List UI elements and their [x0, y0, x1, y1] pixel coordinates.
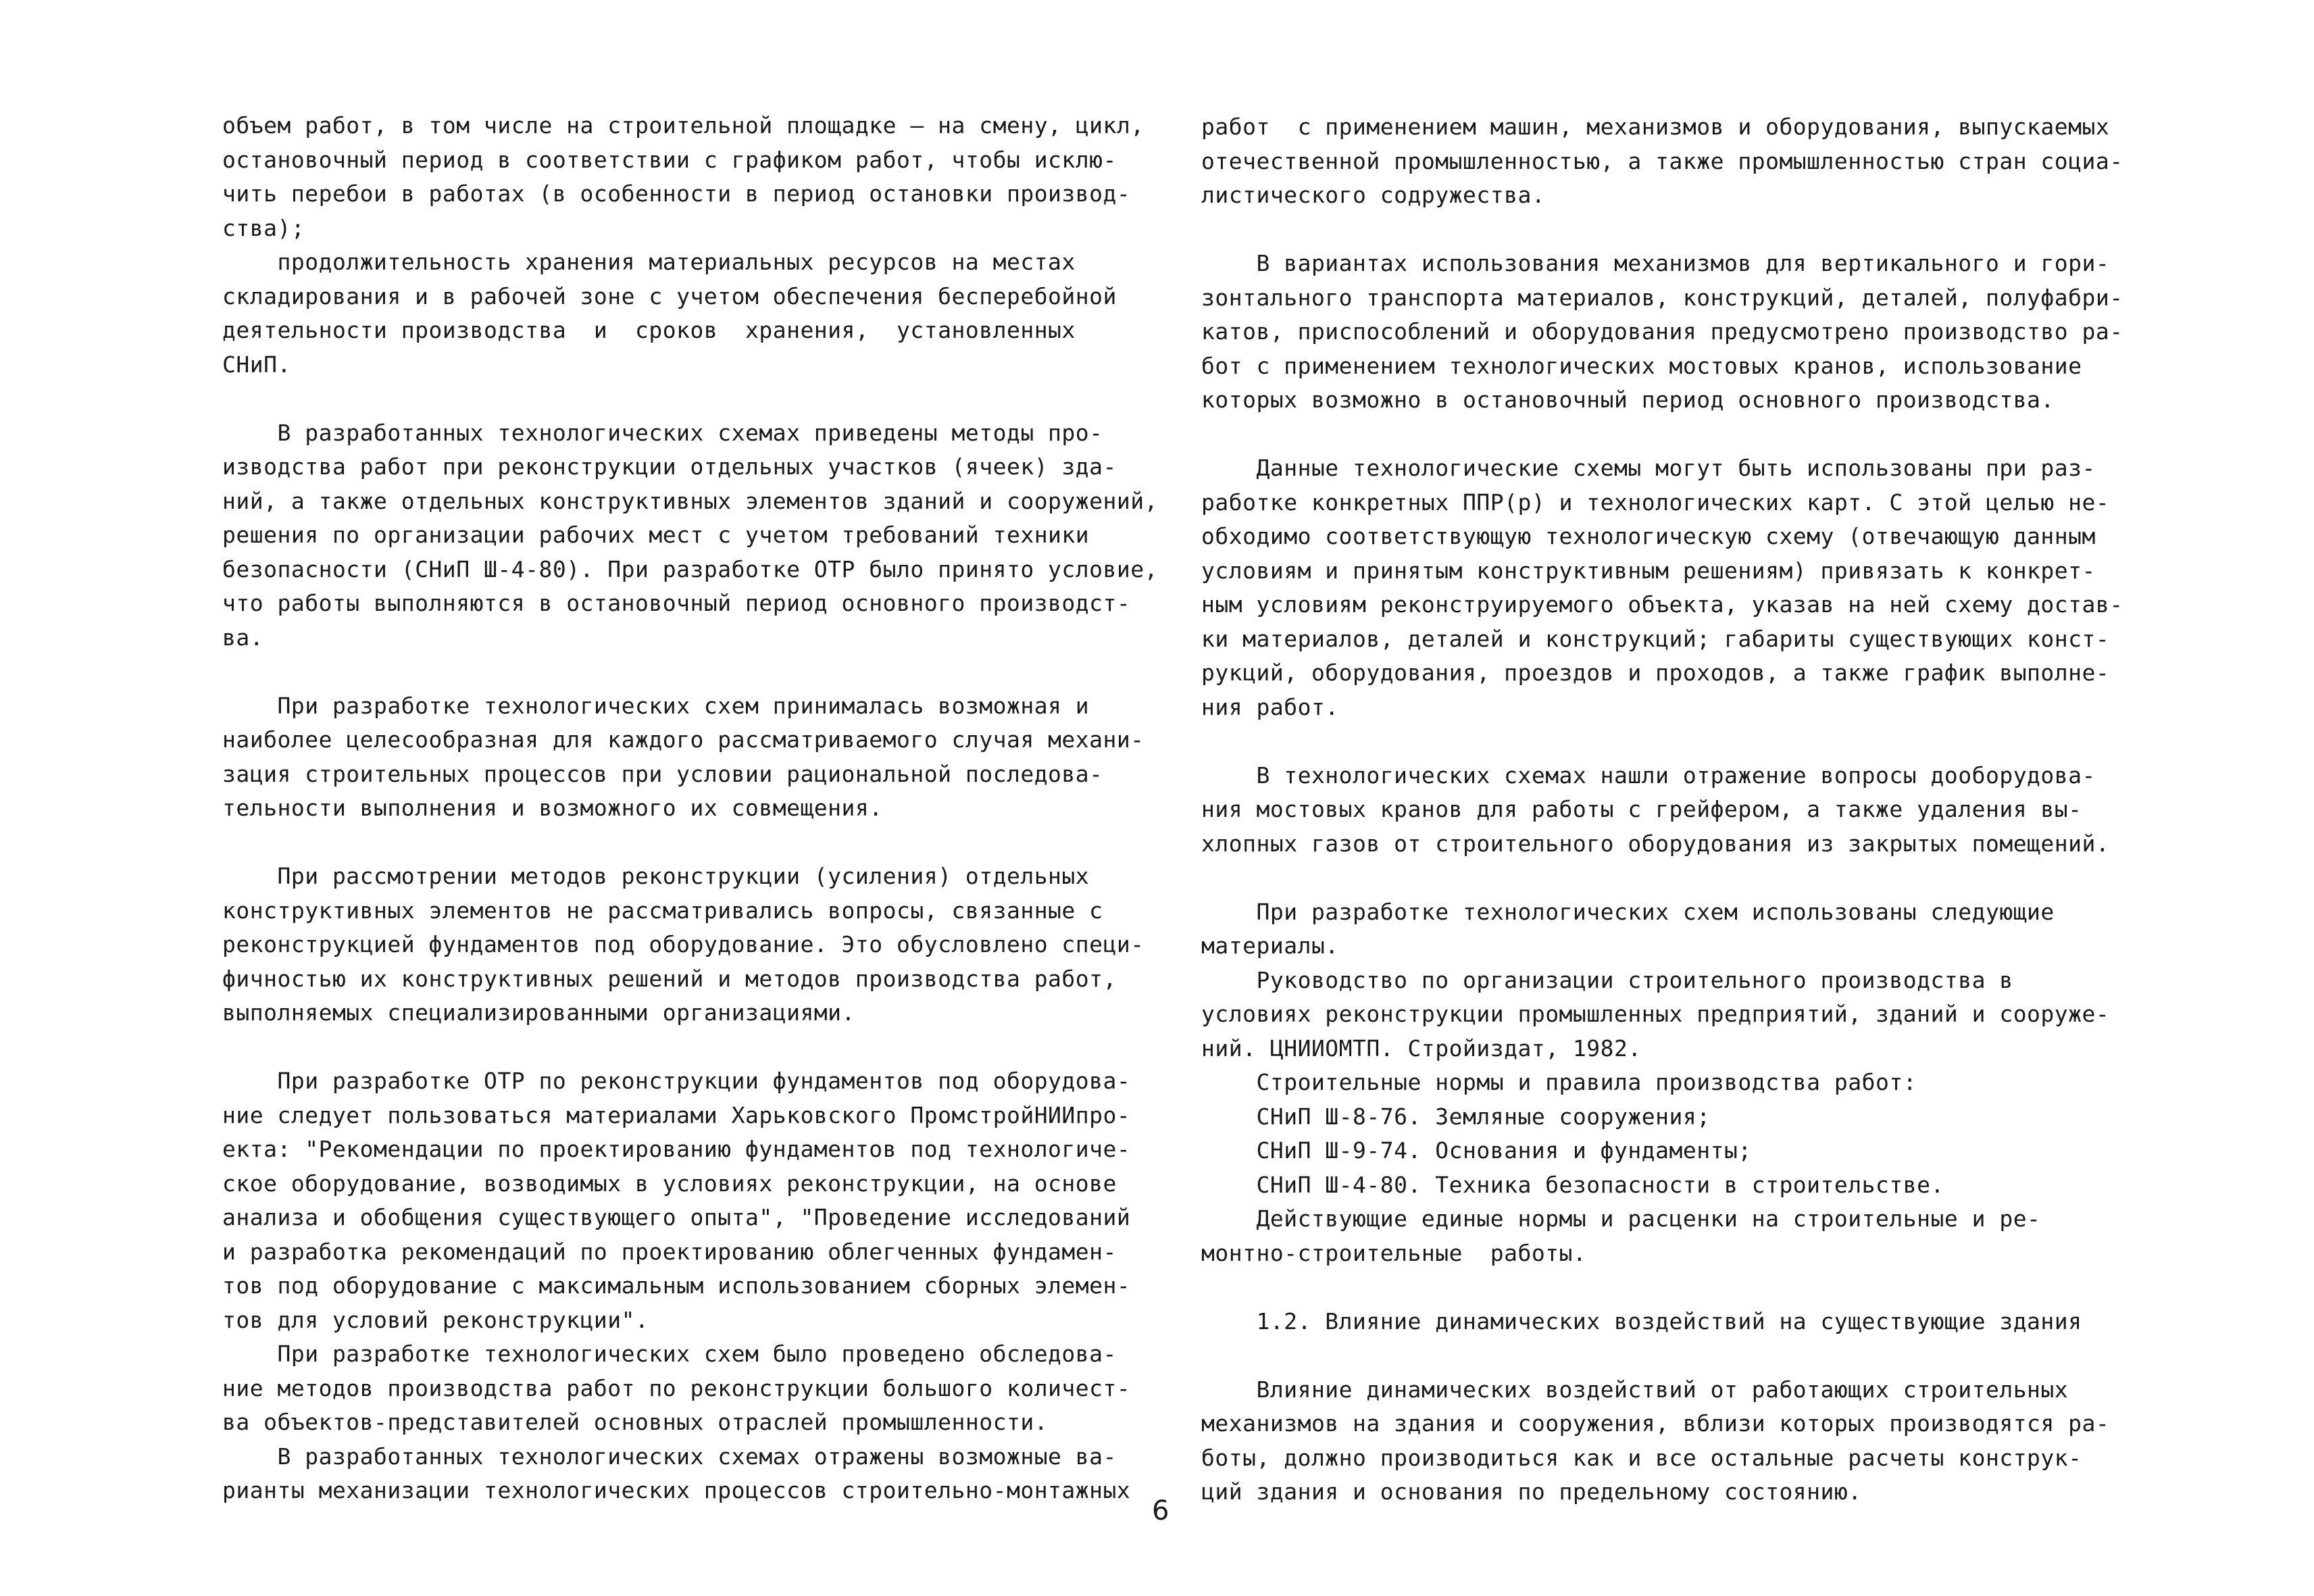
- text-line: монтно-строительные работы.: [1201, 1239, 1587, 1266]
- text-line: хлопных газов от строительного оборудования из закрытых помещений.: [1201, 830, 2110, 857]
- text-line: условиях реконструкции промышленных предприятий, зданий и сооруже-: [1201, 1001, 2110, 1027]
- text-line: 1.2. Влияние динамических воздействий на существующие здания: [1201, 1307, 2082, 1335]
- text-line: ния мостовых кранов для работы с грейфером, а также удаления вы-: [1201, 796, 2082, 822]
- text-line: конструктивных элементов не рассматривались вопросы, связанные с: [222, 897, 1103, 924]
- text-line: Строительные нормы и правила производства работ:: [1201, 1069, 1917, 1095]
- text-line: СНиП Ш-4-80. Техника безопасности в строительстве.: [1201, 1171, 1944, 1198]
- text-line: ва объектов-представителей основных отраслей промышленности.: [222, 1409, 1049, 1435]
- text-line: боты, должно производиться как и все остальные расчеты конструк-: [1201, 1444, 2082, 1471]
- text-line: и разработка рекомендаций по проектированию облегченных фундамен-: [222, 1238, 1117, 1265]
- text-line: реконструкцией фундаментов под оборудование. Это обусловлено специ-: [222, 931, 1145, 957]
- text-line: наиболее целесообразная для каждого рассматриваемого случая механи-: [222, 726, 1145, 753]
- text-line: При разработке технологических схем использованы следующие: [1201, 898, 2055, 925]
- text-line: фичностью их конструктивных решений и методов производства работ,: [222, 965, 1117, 992]
- text-line: Данные технологические схемы могут быть использованы при раз-: [1201, 455, 2096, 481]
- text-line: механизмов на здания и сооружения, вблизи которых производятся ра-: [1201, 1410, 2110, 1437]
- text-line: При разработке ОТР по реконструкции фундаментов под оборудова-: [222, 1068, 1131, 1094]
- text-line: тов под оборудование с максимальным использованием сборных элемен-: [222, 1272, 1131, 1299]
- text-line: СНиП.: [222, 351, 291, 378]
- text-line: В вариантах использования механизмов для вертикального и гори-: [1201, 250, 2110, 276]
- text-line: ний, а также отдельных конструктивных элементов зданий и сооружений,: [222, 487, 1159, 514]
- text-line: безопасности (СНиП Ш-4-80). При разработке ОТР было принято условие,: [222, 555, 1159, 582]
- text-line: бот с применением технологических мостовых кранов, использование: [1201, 352, 2082, 379]
- text-line: обходимо соответствующую технологическую схему (отвечающую данным: [1201, 523, 2096, 549]
- text-line: ние методов производства работ по реконструкции большого количест-: [222, 1374, 1131, 1401]
- text-line: решения по организации рабочих мест с учетом требований техники: [222, 522, 1090, 548]
- text-line: ства);: [222, 214, 305, 241]
- text-line: ным условиям реконструируемого объекта, указав на ней схему достав-: [1201, 591, 2123, 618]
- text-line: которых возможно в остановочный период основного производства.: [1201, 386, 2055, 413]
- text-line: отечественной промышленностью, а также промышленностью стран социа-: [1201, 147, 2123, 174]
- text-line: катов, приспособлений и оборудования предусмотрено производство ра-: [1201, 318, 2123, 345]
- text-line: При разработке технологических схем было проведено обследова-: [222, 1341, 1117, 1367]
- text-line: зация строительных процессов при условии рациональной последова-: [222, 760, 1103, 787]
- text-line: объем работ, в том числе на строительной площадке – на смену, цикл,: [222, 112, 1145, 139]
- text-line: Действующие единые нормы и расценки на строительные и ре-: [1201, 1205, 2041, 1232]
- page-number: 6: [1152, 1495, 1169, 1526]
- text-line: ки материалов, деталей и конструкций; габариты существующих конст-: [1201, 625, 2110, 652]
- text-line: ние следует пользоваться материалами Харьковского ПромстройНИИпро-: [222, 1101, 1131, 1128]
- text-line: ское оборудование, возводимых в условиях реконструкции, на основе: [222, 1170, 1117, 1197]
- text-line: ций здания и основания по предельному состоянию.: [1201, 1478, 1862, 1505]
- text-line: В разработанных технологических схемах отражены возможные ва-: [222, 1443, 1117, 1470]
- text-line: продолжительность хранения материальных ресурсов на местах: [222, 249, 1076, 275]
- text-line: СНиП Ш-8-76. Земляные сооружения;: [1201, 1103, 1711, 1130]
- text-line: анализа и обобщения существующего опыта", "Проведение исследований: [222, 1204, 1131, 1230]
- text-line: В технологических схемах нашли отражение вопросы дооборудова-: [1201, 762, 2096, 789]
- text-line: условиям и принятым конструктивным решениям) привязать к конкрет-: [1201, 557, 2096, 584]
- text-line: При разработке технологических схем принималась возможная и: [222, 692, 1090, 719]
- text-line: екта: "Рекомендации по проектированию фундаментов под технологиче-: [222, 1136, 1131, 1162]
- text-line: Руководство по организации строительного производства в: [1201, 966, 2013, 993]
- text-line: СНиП Ш-9-74. Основания и фундаменты;: [1201, 1137, 1752, 1164]
- text-line: материалы.: [1201, 932, 1339, 959]
- text-line: тельности выполнения и возможного их совмещения.: [222, 795, 883, 821]
- text-line: тов для условий реконструкции".: [222, 1306, 649, 1333]
- text-line: При рассмотрении методов реконструкции (усиления) отдельных: [222, 863, 1090, 889]
- text-line: В разработанных технологических схемах приведены методы про-: [222, 419, 1103, 446]
- text-line: работ с применением машин, механизмов и оборудования, выпускаемых: [1201, 114, 2110, 140]
- text-line: изводства работ при реконструкции отдельных участков (ячеек) зда-: [222, 453, 1117, 480]
- text-line: ний. ЦНИИОМТП. Стройиздат, 1982.: [1201, 1034, 1642, 1062]
- text-line: рукций, оборудования, проездов и проходов, а также график выполне-: [1201, 659, 2110, 686]
- text-line: ва.: [222, 624, 264, 651]
- text-line: деятельности производства и сроков хранения, установленных: [222, 317, 1076, 343]
- text-line: ния работ.: [1201, 693, 1339, 720]
- text-line: складирования и в рабочей зоне с учетом обеспечения бесперебойной: [222, 282, 1117, 309]
- text-line: рианты механизации технологических процессов строительно-монтажных: [222, 1477, 1131, 1503]
- text-line: чить перебои в работах (в особенности в период остановки производ-: [222, 180, 1131, 207]
- text-line: листического содружества.: [1201, 182, 1546, 208]
- text-line: остановочный период в соответствии с графиком работ, чтобы исклю-: [222, 146, 1117, 173]
- text-line: что работы выполняются в остановочный период основного производст-: [222, 590, 1131, 616]
- text-line: работке конкретных ППР(р) и технологических карт. С этой целью не-: [1201, 489, 2110, 516]
- text-line: зонтального транспорта материалов, конструкций, деталей, полуфабри-: [1201, 284, 2123, 311]
- text-line: Влияние динамических воздействий от работающих строительных: [1201, 1376, 2069, 1403]
- text-line: выполняемых специализированными организациями.: [222, 999, 855, 1026]
